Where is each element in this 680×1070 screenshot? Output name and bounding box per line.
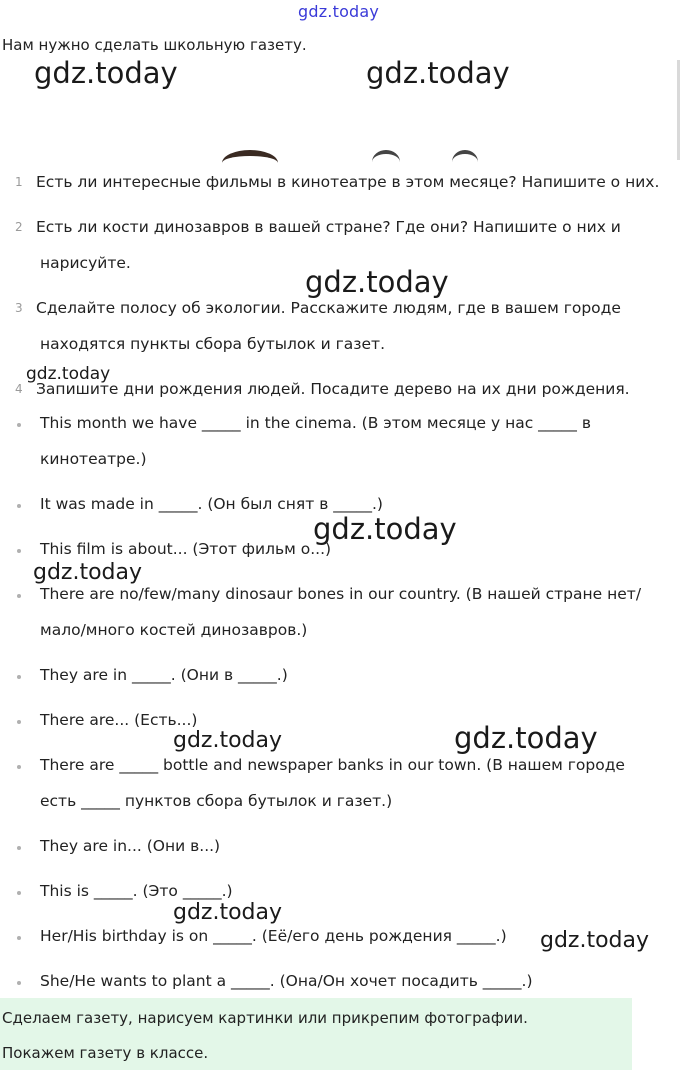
item-number: 2 bbox=[15, 220, 23, 234]
bullet-item-text: There are no/few/many dinosaur bones in our country. (В нашей стране нет/ bbox=[40, 585, 642, 603]
bullet-dot bbox=[17, 891, 21, 895]
item-number: 1 bbox=[15, 175, 23, 189]
watermark: gdz.today bbox=[305, 265, 449, 299]
bullet-item-text: There are... (Есть...) bbox=[40, 711, 198, 729]
image-fragment bbox=[372, 150, 400, 174]
watermark: gdz.today bbox=[34, 56, 178, 90]
numbered-item-text: Запишите дни рождения людей. Посадите дерево на их дни рождения. bbox=[36, 380, 630, 398]
item-number: 4 bbox=[15, 382, 23, 396]
bullet-dot bbox=[17, 423, 21, 427]
bullet-item-text: It was made in _____. (Он был снят в _____.) bbox=[40, 495, 383, 513]
bullet-dot bbox=[17, 675, 21, 679]
watermark: gdz.today bbox=[454, 721, 598, 755]
image-fragment bbox=[452, 150, 478, 174]
item-number: 3 bbox=[15, 301, 23, 315]
bullet-item-text: There are _____ bottle and newspaper banks in our town. (В нашем городе bbox=[40, 756, 625, 774]
watermark: gdz.today bbox=[366, 56, 510, 90]
bullet-dot bbox=[17, 981, 21, 985]
bullet-dot bbox=[17, 594, 21, 598]
summary-box bbox=[0, 998, 632, 1070]
bullet-item-text: They are in _____. (Они в _____.) bbox=[40, 666, 288, 684]
bullet-item-text: Her/His birthday is on _____. (Её/его день рождения _____.) bbox=[40, 927, 507, 945]
summary-line: Сделаем газету, нарисуем картинки или прикрепим фотографии. bbox=[2, 1009, 528, 1027]
intro-text: Нам нужно сделать школьную газету. bbox=[2, 36, 307, 54]
bullet-dot bbox=[17, 765, 21, 769]
numbered-item-text: находятся пункты сбора бутылок и газет. bbox=[40, 335, 386, 353]
bullet-dot bbox=[17, 504, 21, 508]
summary-line: Покажем газету в классе. bbox=[2, 1044, 209, 1062]
watermark: gdz.today bbox=[173, 900, 283, 925]
bullet-dot bbox=[17, 720, 21, 724]
numbered-item-text: Есть ли интересные фильмы в кинотеатре в этом месяце? Напишите о них. bbox=[36, 173, 660, 191]
bullet-item-text: She/He wants to plant a _____. (Она/Он хочет посадить _____.) bbox=[40, 972, 533, 990]
bullet-item-text: This month we have _____ in the cinema. (В этом месяце у нас _____ в bbox=[40, 414, 591, 432]
header-watermark: gdz.today bbox=[298, 2, 380, 21]
bullet-item-text: This film is about... (Этот фильм о...) bbox=[40, 540, 332, 558]
bullet-item-text: кинотеатре.) bbox=[40, 450, 147, 468]
numbered-item-text: Есть ли кости динозавров в вашей стране? Где они? Напишите о них и bbox=[36, 218, 621, 236]
numbered-item-text: Сделайте полосу об экологии. Расскажите людям, где в вашем городе bbox=[36, 299, 621, 317]
watermark: gdz.today bbox=[313, 512, 457, 546]
watermark: gdz.today bbox=[26, 364, 111, 384]
bullet-item-text: мало/много костей динозавров.) bbox=[40, 621, 308, 639]
bullet-dot bbox=[17, 846, 21, 850]
bullet-item-text: есть _____ пунктов сбора бутылок и газет.) bbox=[40, 792, 393, 810]
bullet-item-text: They are in... (Они в...) bbox=[40, 837, 221, 855]
watermark: gdz.today bbox=[33, 560, 143, 585]
watermark: gdz.today bbox=[173, 728, 283, 753]
bullet-item-text: This is _____. (Это _____.) bbox=[40, 882, 233, 900]
bullet-dot bbox=[17, 936, 21, 940]
watermark: gdz.today bbox=[540, 928, 650, 953]
numbered-item-text: нарисуйте. bbox=[40, 254, 131, 272]
bullet-dot bbox=[17, 549, 21, 553]
